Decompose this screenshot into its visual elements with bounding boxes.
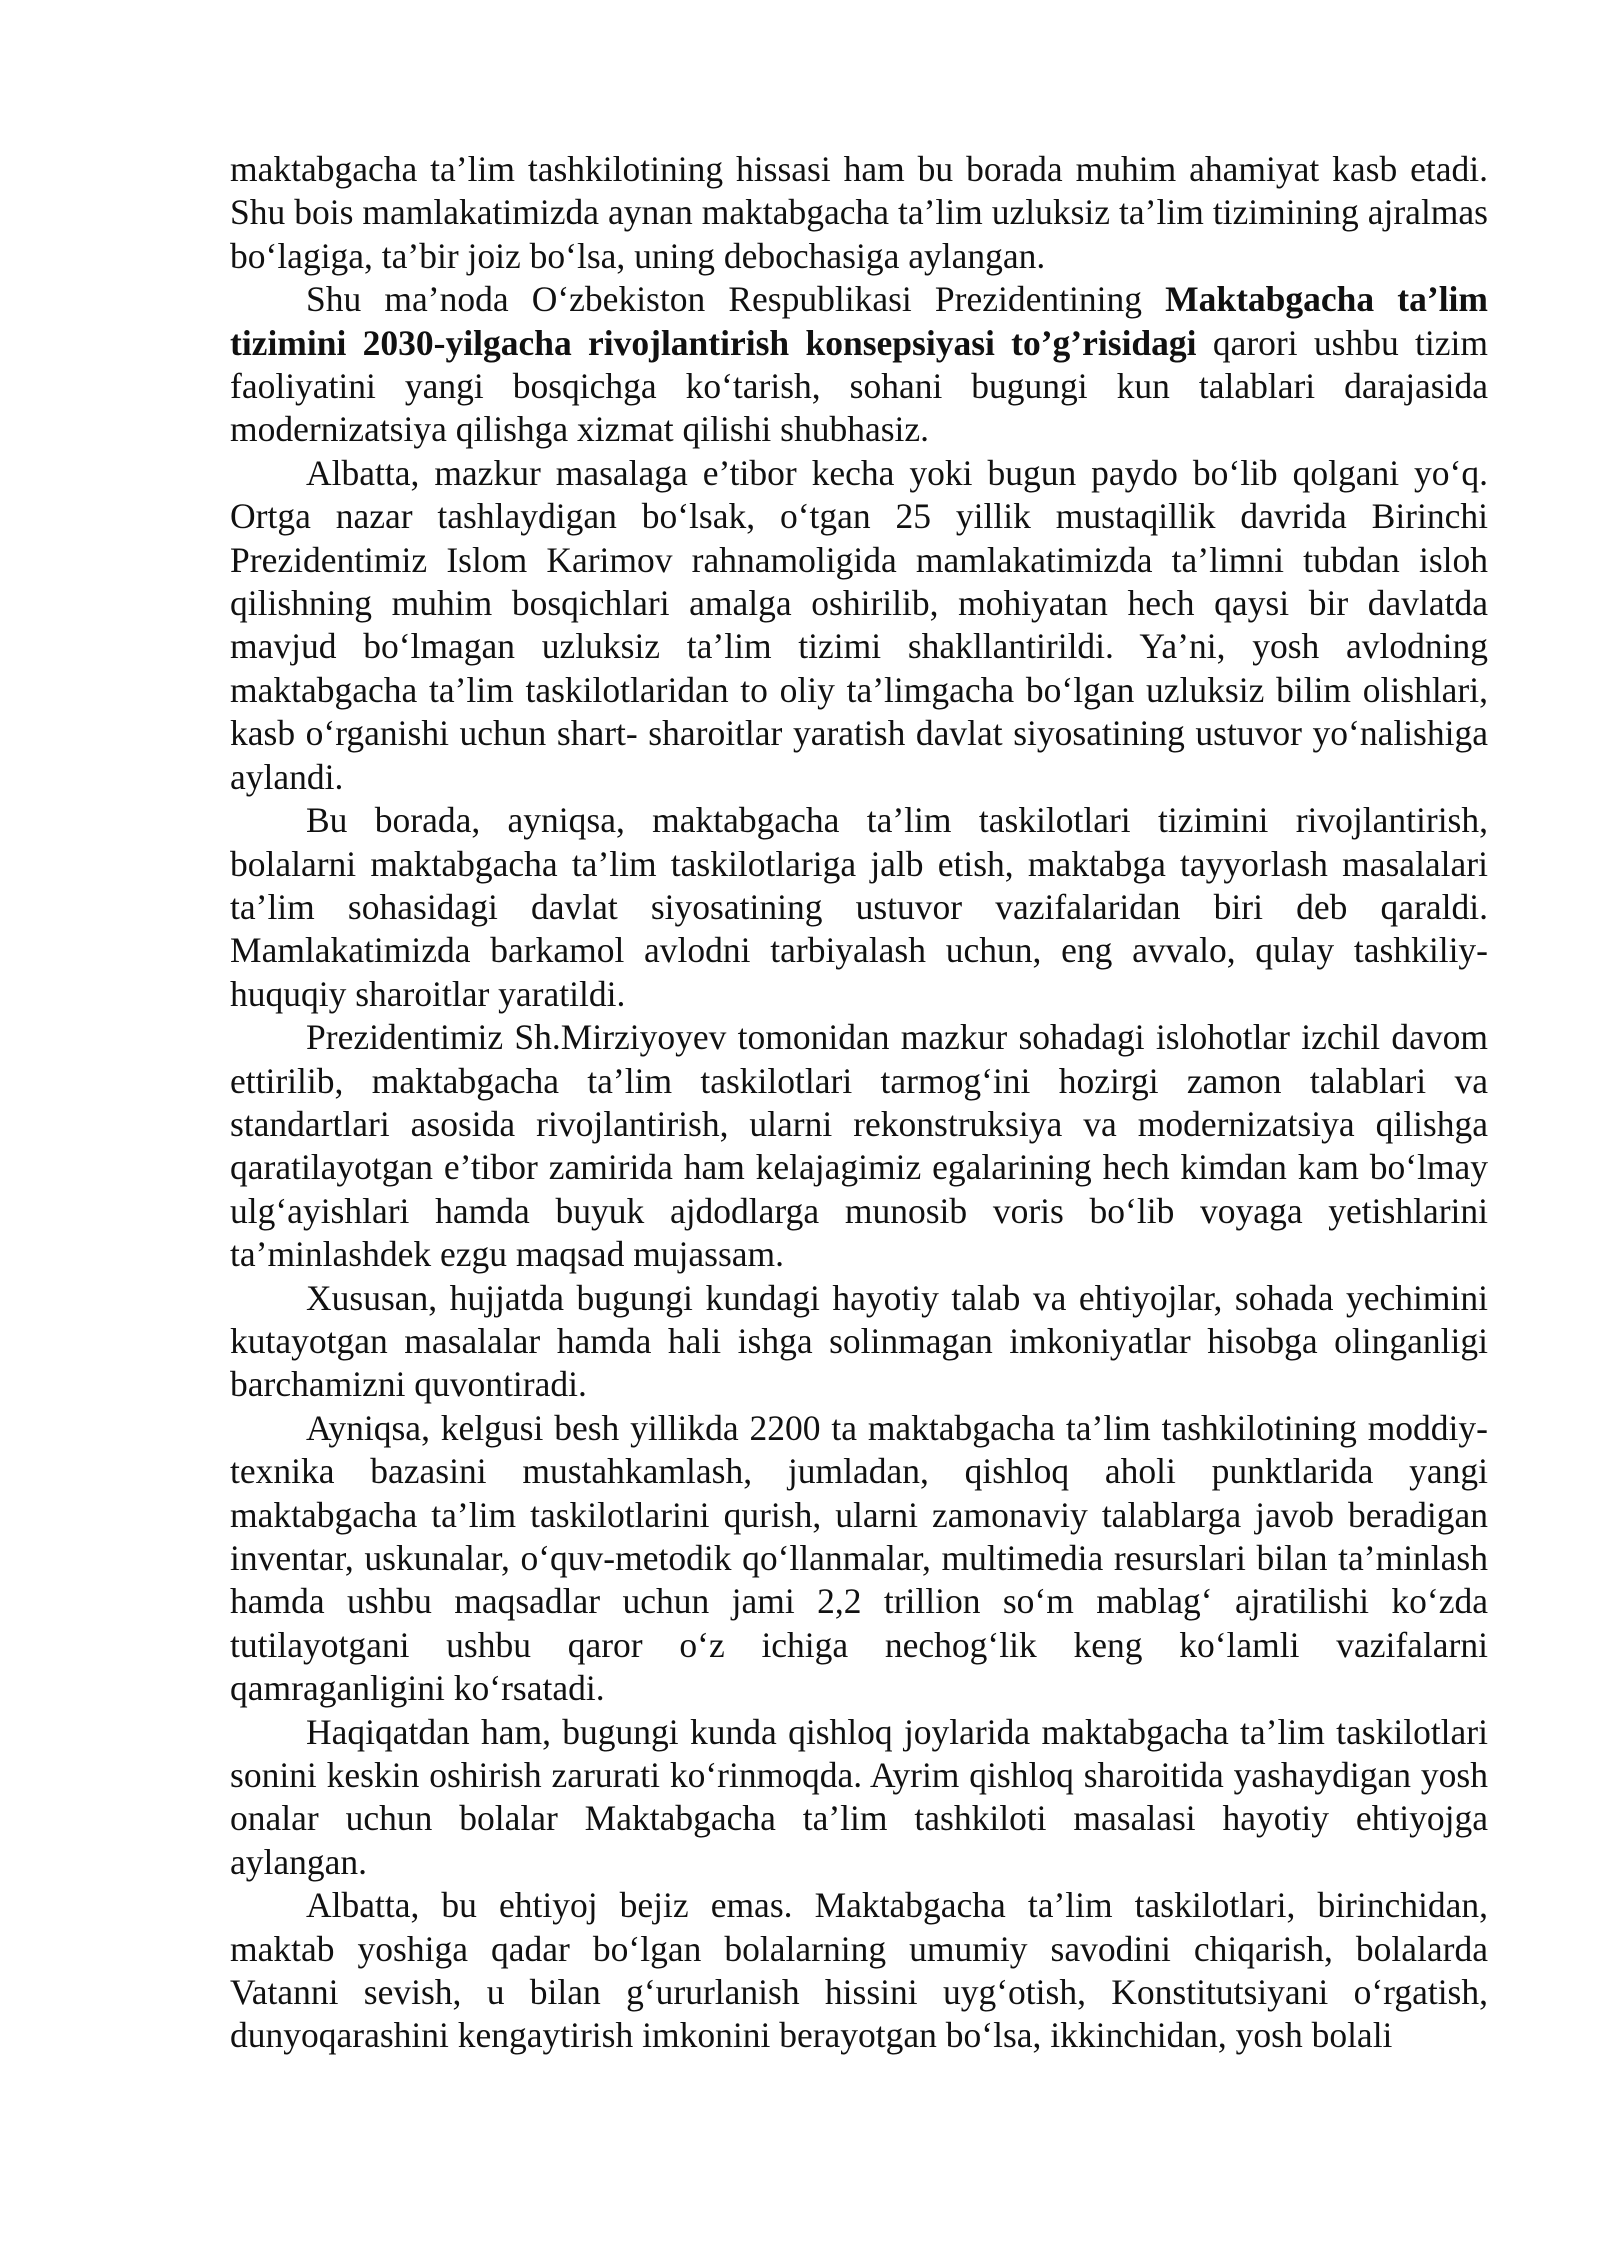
decree-title: Maktabgacha ta’lim tizimini 2030-yilgacha rivojlantirish konsepsiyasi to’g’risidagi: [230, 279, 1488, 363]
document-page: [230, 148, 1488, 2058]
paragraph-text: maktabgacha ta’lim tashkilotining hissasi ham bu borada muhim ahamiyat kasb etadi. Shu bois mamlakatimizda aynan maktabgacha ta’lim uzluksiz ta’lim tizimining ajralmas bo‘lagiga, ta’bir joiz bo‘lsa, uning debochasiga aylangan.: [230, 149, 1488, 276]
paragraph-text: Haqiqatdan ham, bugungi kunda qishloq joylarida maktabgacha ta’lim taskilotlari sonini keskin oshirish zarurati ko‘rinmoqda. Ayrim qishloq sharoitida yashaydigan yosh onalar uchun bolalar Maktabgacha ta’lim tashkiloti masalasi hayotiy ehtiyojga aylangan.: [230, 1711, 1488, 1882]
paragraph-text: Albatta, bu ehtiyoj bejiz emas. Maktabgacha ta’lim taskilotlari, birinchidan, maktab yoshiga qadar bo‘lgan bolalarning umumiy savodini chiqarish, bolalarda Vatanni sevish, u bilan g‘ururlanish hissini uyg‘otish, Konstitutsiyani o‘rgatish, dunyoqarashini kengaytirish imkonini berayotgan bo‘lsa, ikkinchidan, yosh bolali: [230, 1885, 1488, 2056]
paragraph: [230, 452, 1488, 799]
paragraph: [230, 148, 1488, 278]
paragraph-text: Albatta, mazkur masalaga e’tibor kecha yoki bugun paydo bo‘lib qolgani yo‘q. Ortga nazar tashlaydigan bo‘lsak, o‘tgan 25 yillik mustaqillik davrida Birinchi Prezidentimiz Islom Karimov rahnamoligida mamlakatimizda ta’limni tubdan isloh qilishning muhim bosqichlari amalga oshirilib, mohiyatan hech qaysi bir davlatda mavjud bo‘lmagan uzluksiz ta’lim tizimi shakllantirildi. Ya’ni, yosh avlodning maktabgacha ta’lim taskilotlaridan to oliy ta’limgacha bo‘lgan uzluksiz bilim olishlari, kasb o‘rganishi uchun shart- sharoitlar yaratish davlat siyosatining ustuvor yo‘nalishiga aylandi.: [230, 452, 1488, 797]
paragraph: [230, 1407, 1488, 1711]
paragraph-text: Shu ma’noda O‘zbekiston Respublikasi Prezidentining: [306, 279, 1166, 320]
paragraph-text: Xususan, hujjatda bugungi kundagi hayotiy talab va ehtiyojlar, sohada yechimini kutayotgan masalalar hamda hali ishga solinmagan imkoniyatlar hisobga olinganligi barchamizni quvontiradi.: [230, 1277, 1488, 1405]
paragraph: [230, 1277, 1488, 1407]
paragraph: [230, 1711, 1488, 1885]
paragraph: [230, 1884, 1488, 2058]
paragraph: [230, 278, 1488, 452]
paragraph-text: Ayniqsa, kelgusi besh yillikda 2200 ta maktabgacha ta’lim tashkilotining moddiy-texnika bazasini mustahkamlash, jumladan, qishloq aholi punktlarida yangi maktabgacha ta’lim taskilotlarini qurish, ularni zamonaviy talablarga javob beradigan inventar, uskunalar, o‘quv-metodik qo‘llanmalar, multimedia resurslari bilan ta’minlash hamda ushbu maqsadlar uchun jami 2,2 trillion so‘m mablag‘ ajratilishi ko‘zda tutilayotgani ushbu qaror o‘z ichiga nechog‘lik keng ko‘lamli vazifalarni qamraganligini ko‘rsatadi.: [230, 1407, 1488, 1709]
paragraph-text: qarori ushbu tizim faoliyatini yangi bosqichga ko‘tarish, sohani bugungi kun talablari darajasida modernizatsiya qilishga xizmat qilishi shubhasiz.: [230, 322, 1488, 450]
paragraph: [230, 799, 1488, 1016]
paragraph-text: Bu borada, ayniqsa, maktabgacha ta’lim taskilotlari tizimini rivojlantirish, bolalarni maktabgacha ta’lim taskilotlariga jalb etish, maktabga tayyorlash masalalari ta’lim sohasidagi davlat siyosatining ustuvor vazifalaridan biri deb qaraldi. Mamlakatimizda barkamol avlodni tarbiyalash uchun, eng avvalo, qulay tashkiliy-huquqiy sharoitlar yaratildi.: [230, 800, 1488, 1014]
paragraph-text: Prezidentimiz Sh.Mirziyoyev tomonidan mazkur sohadagi islohotlar izchil davom ettirilib, maktabgacha ta’lim taskilotlari tarmog‘ini hozirgi zamon talablari va standartlari asosida rivojlantirish, ularni rekonstruksiya va modernizatsiya qilishga qaratilayotgan e’tibor zamirida ham kelajagimiz egalarining hech kimdan kam bo‘lmay ulg‘ayishlari hamda buyuk ajdodlarga munosib voris bo‘lib voyaga yetishlarini ta’minlashdek ezgu maqsad mujassam.: [230, 1017, 1488, 1275]
paragraph: [230, 1016, 1488, 1276]
